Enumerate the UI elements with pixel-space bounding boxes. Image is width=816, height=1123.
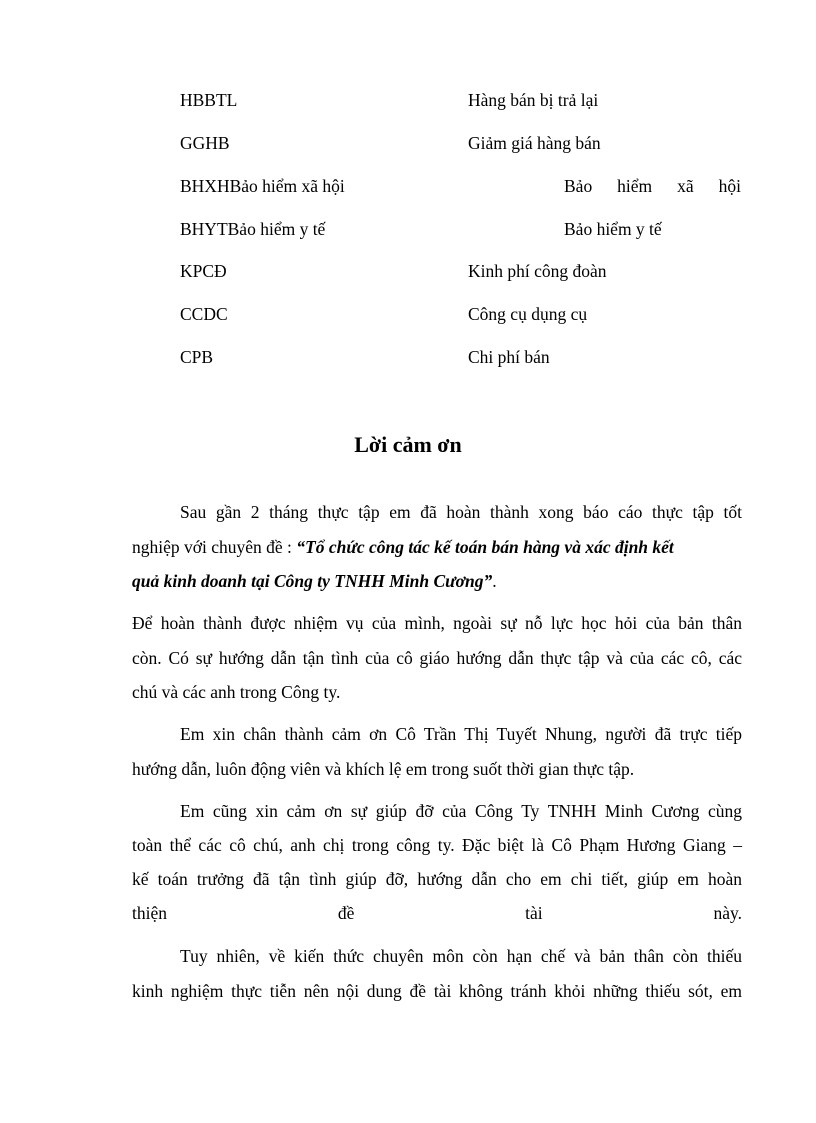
abbreviation-meaning: Bảo hiểm y tế [564,219,662,239]
text-plain: nghiệp với chuyên đề : [132,537,297,557]
text-line: toàn thể các cô chú, anh chị trong công ty. Đặc biệt là Cô Phạm Hương Giang – [132,835,742,855]
abbreviation-meaning: Bảo hiểm xã hội [564,176,741,196]
text-plain: . [492,571,497,591]
abbreviation-meaning: Giảm giá hàng bán [468,133,601,153]
text-line: Em cũng xin cảm ơn sự giúp đỡ của Công Ty TNHH Minh Cương cùng [180,801,742,821]
text-line: kinh nghiệm thực tiễn nên nội dung đề tài không tránh khỏi những thiếu sót, em [132,981,742,1001]
abbreviation-code: CPB [180,347,214,367]
text-line: Để hoàn thành được nhiệm vụ của mình, ngoài sự nỗ lực học hỏi của bản thân [132,613,742,633]
text-line: kế toán trưởng đã tận tình giúp đỡ, hướng dẫn cho em chi tiết, giúp em hoàn [132,869,742,889]
text-line [132,571,742,597]
abbreviation-row [0,90,816,116]
text-line: Tuy nhiên, về kiến thức chuyên môn còn hạn chế và bản thân còn thiếu [180,946,742,966]
thesis-title: quả kinh doanh tại Công ty TNHH Minh Cương” [132,571,493,591]
abbreviation-code: GGHB [180,133,230,153]
text-line [132,537,742,563]
section-heading: Lời cảm ơn [354,432,462,457]
abbreviation-row [0,219,816,245]
text-line: còn. Có sự hướng dẫn tận tình của cô giáo hướng dẫn thực tập và của các cô, các [132,648,742,668]
text-line: Em xin chân thành cảm ơn Cô Trần Thị Tuyết Nhung, người đã trực tiếp [180,724,742,744]
abbreviation-code: KPCĐ [180,261,227,281]
abbreviation-row [0,304,816,330]
text-line: Sau gần 2 tháng thực tập em đã hoàn thành xong báo cáo thực tập tốt [180,502,742,522]
abbreviation-code: BHYTBảo hiểm y tế [180,219,326,239]
abbreviation-meaning: Công cụ dụng cụ [468,304,588,324]
abbreviation-row [0,133,816,159]
thesis-title: “Tổ chức công tác kế toán bán hàng và xác định kết [296,537,674,557]
abbreviation-code: HBBTL [180,90,238,110]
text-line: thiện đề tài này. [132,903,742,923]
abbreviation-meaning: Hàng bán bị trả lại [468,90,599,110]
abbreviation-row [0,176,816,202]
abbreviation-row [0,261,816,287]
abbreviation-meaning: Chi phí bán [468,347,550,367]
abbreviation-code: BHXHBảo hiểm xã hội [180,176,345,196]
abbreviation-meaning: Kinh phí công đoàn [468,261,607,281]
text-line: hướng dẫn, luôn động viên và khích lệ em trong suốt thời gian thực tập. [132,759,635,779]
text-line: chú và các anh trong Công ty. [132,682,341,702]
abbreviation-row [0,347,816,373]
abbreviation-code: CCDC [180,304,228,324]
